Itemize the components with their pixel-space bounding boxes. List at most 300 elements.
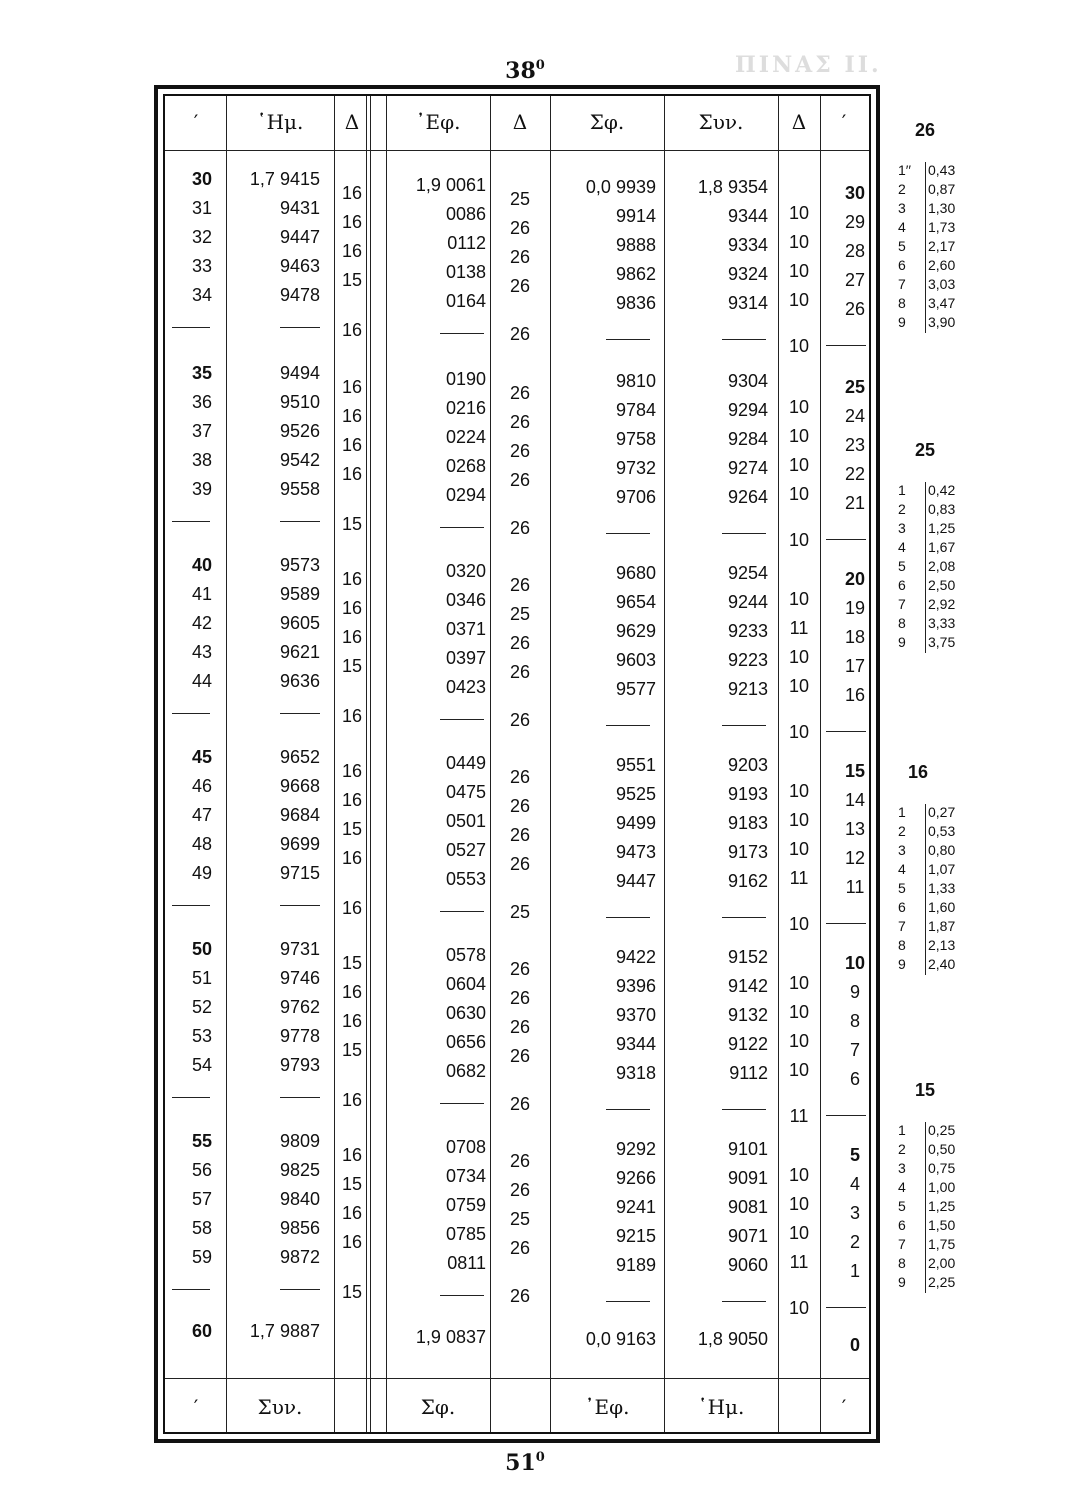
minute-label: 43 [191,642,212,662]
tan-difference-boundary: 26 [509,710,531,730]
minute-label: 30 [191,169,212,189]
sin-difference: 16 [341,1203,363,1223]
tan-value: 0656 [445,1032,486,1052]
tan-value: 1,9 0837 [415,1327,486,1347]
column-footer: ′ [841,1395,847,1419]
tan-value: 0734 [445,1166,486,1186]
tan-difference: 26 [509,796,531,816]
minute-label: 48 [191,834,212,854]
cot-value: 0,0 9939 [585,177,656,197]
cot-value: 9525 [615,784,656,804]
cos-difference: 10 [788,1223,810,1243]
proportional-digit: 3 [898,842,906,858]
tan-value: 0759 [445,1195,486,1215]
sin-value: 9668 [279,776,320,796]
reverse-minute-label: 11 [845,877,865,897]
proportional-table-rule [925,804,926,975]
minute-label: 59 [191,1247,212,1267]
tan-difference: 26 [509,441,531,461]
tan-value: 0423 [445,677,486,697]
sin-value: 9856 [279,1218,320,1238]
tan-difference-boundary: 26 [509,1094,531,1114]
proportional-value: 2,92 [928,596,956,612]
block-rule [606,339,650,340]
proportional-value: 0,87 [928,181,956,197]
tan-difference: 26 [509,959,531,979]
proportional-value: 0,25 [928,1122,956,1138]
sin-difference: 16 [341,183,363,203]
proportional-value: 1,30 [928,200,956,216]
minute-label: 57 [191,1189,212,1209]
cot-value: 9318 [615,1063,656,1083]
minute-label: 47 [191,805,212,825]
cos-difference: 10 [788,1002,810,1022]
reverse-minute-label: 9 [849,982,860,1002]
tan-difference: 26 [509,575,531,595]
tan-difference: 26 [509,218,531,238]
block-rule [722,725,766,726]
block-rule [280,713,320,714]
top-degree-value: 38 [505,58,536,84]
proportional-digit: 5 [898,1198,906,1214]
column-footer: Συν. [257,1395,303,1419]
tan-value: 0224 [445,427,486,447]
cot-value: 0,0 9163 [585,1329,656,1349]
cos-difference: 11 [789,1252,809,1272]
proportional-digit: 2 [898,501,906,517]
tan-difference: 26 [509,1046,531,1066]
tan-value: 0604 [445,974,486,994]
cot-value: 9706 [615,487,656,507]
block-rule [172,327,210,328]
proportional-value: 1,33 [928,880,956,896]
column-footer: Σφ. [420,1395,456,1419]
sin-difference: 16 [341,1145,363,1165]
tan-value: 0578 [445,945,486,965]
minute-label: 40 [191,555,212,575]
proportional-digit: 5 [898,238,906,254]
proportional-digit: 6 [898,577,906,593]
proportional-table-label: 15 [915,1080,936,1100]
cos-difference-boundary: 10 [788,1298,810,1318]
tan-value: 1,9 0061 [415,175,486,195]
proportional-table-rule [925,162,926,333]
reverse-minute-label: 5 [849,1145,860,1165]
block-rule [280,327,320,328]
tan-value: 0682 [445,1061,486,1081]
sin-value: 9558 [279,479,320,499]
column-header: ′ [193,110,199,134]
tan-value: 0346 [445,590,486,610]
column-header: Δ [512,110,528,134]
cos-difference: 10 [788,973,810,993]
block-rule [440,527,484,528]
block-rule [440,911,484,912]
tan-difference: 26 [509,276,531,296]
cos-value: 1,8 9050 [697,1329,768,1349]
proportional-value: 1,07 [928,861,956,877]
cot-value: 9551 [615,755,656,775]
sin-value: 9825 [279,1160,320,1180]
sin-difference: 15 [341,819,363,839]
block-rule [440,1295,484,1296]
cot-value: 9914 [615,206,656,226]
cos-value: 9344 [727,206,768,226]
cos-value: 9274 [727,458,768,478]
reverse-minute-label: 28 [844,241,866,261]
sin-difference: 16 [341,848,363,868]
minute-label: 53 [191,1026,212,1046]
cos-difference: 10 [788,647,810,667]
proportional-digit: 5 [898,880,906,896]
block-rule [440,1103,484,1104]
minute-label: 39 [191,479,212,499]
block-rule [440,333,484,334]
proportional-digit: 9 [898,634,906,650]
cos-difference: 10 [788,1194,810,1214]
cos-value: 9091 [727,1168,768,1188]
sin-value: 9793 [279,1055,320,1075]
block-rule [280,1289,320,1290]
proportional-value: 0,43 [928,162,956,178]
cos-value: 9203 [727,755,768,775]
tan-difference: 26 [509,825,531,845]
reverse-minute-label: 29 [844,212,866,232]
cos-difference: 10 [788,203,810,223]
sin-difference: 16 [341,1011,363,1031]
reverse-minute-label: 12 [844,848,866,868]
minute-label: 42 [191,613,212,633]
proportional-value: 1,25 [928,1198,956,1214]
reverse-minute-label: 15 [844,761,866,781]
block-rule [280,521,320,522]
proportional-value: 3,75 [928,634,956,650]
sin-value: 9746 [279,968,320,988]
cos-value: 9071 [727,1226,768,1246]
cot-value: 9732 [615,458,656,478]
tan-value: 0630 [445,1003,486,1023]
block-rule [722,1109,766,1110]
tan-difference-boundary: 26 [509,324,531,344]
reverse-minute-label: 24 [844,406,866,426]
cot-value: 9292 [615,1139,656,1159]
column-header: Δ [344,110,360,134]
sin-difference: 16 [341,598,363,618]
proportional-digit: 8 [898,937,906,953]
minute-label: 52 [191,997,212,1017]
minute-label: 37 [191,421,212,441]
tan-difference: 25 [509,1209,531,1229]
sin-value: 9715 [279,863,320,883]
cos-value: 9193 [727,784,768,804]
cos-difference: 10 [788,1165,810,1185]
proportional-value: 2,08 [928,558,956,574]
block-rule [606,917,650,918]
top-degree-title [470,58,580,84]
proportional-value: 0,80 [928,842,956,858]
proportional-digit: 2 [898,823,906,839]
reverse-minute-label: 8 [849,1011,860,1031]
proportional-digit: 3 [898,200,906,216]
cos-difference: 10 [788,1060,810,1080]
block-rule [722,917,766,918]
minute-label: 36 [191,392,212,412]
minute-label: 35 [191,363,212,383]
cot-value: 9629 [615,621,656,641]
sin-value: 9494 [279,363,320,383]
sin-value: 9542 [279,450,320,470]
proportional-value: 1,67 [928,539,956,555]
sin-value: 9636 [279,671,320,691]
cos-difference: 10 [788,676,810,696]
proportional-digit: 6 [898,1217,906,1233]
reverse-minute-label: 19 [844,598,866,618]
cot-value: 9654 [615,592,656,612]
sin-difference: 16 [341,627,363,647]
tan-value: 0397 [445,648,486,668]
reverse-minute-label: 13 [844,819,866,839]
proportional-value: 2,50 [928,577,956,593]
cos-value: 9060 [727,1255,768,1275]
tan-value: 0112 [447,233,486,253]
proportional-digit: 9 [898,314,906,330]
block-rule [606,1109,650,1110]
minute-label: 32 [191,227,212,247]
proportional-value: 3,33 [928,615,956,631]
cos-value: 9183 [727,813,768,833]
tan-value: 0371 [445,619,486,639]
minute-label: 50 [191,939,212,959]
tan-value: 0475 [445,782,486,802]
top-degree-mark: 0 [535,58,545,73]
sin-difference: 16 [341,790,363,810]
reverse-minute-label: 25 [844,377,866,397]
reverse-minute-label: 7 [849,1040,860,1060]
cos-value: 9324 [727,264,768,284]
sin-difference: 16 [341,212,363,232]
tan-difference: 26 [509,854,531,874]
proportional-digit: 1′′ [898,162,912,178]
sin-difference-boundary: 16 [341,1090,363,1110]
cos-value: 9213 [727,679,768,699]
reverse-minute-label: 0 [849,1335,860,1355]
proportional-digit: 8 [898,295,906,311]
reverse-minute-label: 2 [849,1232,860,1252]
cos-value: 9233 [727,621,768,641]
proportional-value: 2,40 [928,956,956,972]
block-rule [826,1307,866,1308]
sin-value: 9840 [279,1189,320,1209]
reverse-minute-label: 6 [849,1069,860,1089]
column-header: ᾿Εφ. [415,110,461,134]
tan-difference: 26 [509,412,531,432]
proportional-digit: 1 [898,482,906,498]
block-rule [606,1301,650,1302]
tan-difference: 25 [509,604,531,624]
block-rule [722,533,766,534]
proportional-digit: 7 [898,276,906,292]
proportional-value: 0,50 [928,1141,956,1157]
minute-label: 54 [191,1055,212,1075]
sin-difference: 16 [341,1232,363,1252]
sin-value: 9463 [279,256,320,276]
cos-difference-boundary: 10 [788,722,810,742]
tan-value: 0449 [445,753,486,773]
tan-value: 0501 [445,811,486,831]
block-rule [722,1301,766,1302]
cos-difference: 10 [788,397,810,417]
column-header: Δ [791,110,807,134]
footer-rule [165,1378,869,1379]
cot-value: 9680 [615,563,656,583]
cos-value: 9122 [727,1034,768,1054]
proportional-value: 1,25 [928,520,956,536]
sin-difference: 16 [341,241,363,261]
proportional-digit: 5 [898,558,906,574]
tan-value: 0811 [447,1253,486,1273]
cos-difference-boundary: 11 [789,1106,809,1126]
proportional-digit: 8 [898,615,906,631]
proportional-value: 2,17 [928,238,956,254]
cot-value: 9499 [615,813,656,833]
reverse-minute-label: 30 [844,183,866,203]
cos-value: 9334 [727,235,768,255]
cot-value: 9473 [615,842,656,862]
tan-difference: 26 [509,1151,531,1171]
proportional-value: 2,00 [928,1255,956,1271]
tan-difference: 26 [509,662,531,682]
minute-label: 41 [191,584,212,604]
block-rule [826,539,866,540]
minute-label: 45 [191,747,212,767]
sin-difference-boundary: 15 [341,514,363,534]
sin-difference: 16 [341,982,363,1002]
block-rule [606,725,650,726]
bottom-degree-title [470,1450,580,1476]
tan-value: 0138 [445,262,486,282]
tan-value: 0268 [445,456,486,476]
tan-value: 0785 [445,1224,486,1244]
sin-difference: 16 [341,435,363,455]
reverse-minute-label: 23 [844,435,866,455]
sin-difference: 16 [341,406,363,426]
tan-value: 0294 [445,485,486,505]
cos-difference: 10 [788,426,810,446]
proportional-value: 0,75 [928,1160,956,1176]
sin-value: 9478 [279,285,320,305]
cot-value: 9447 [615,871,656,891]
cot-value: 9862 [615,264,656,284]
cos-difference: 11 [789,618,809,638]
proportional-digit: 8 [898,1255,906,1271]
tan-difference-boundary: 25 [509,902,531,922]
proportional-value: 0,42 [928,482,956,498]
cos-value: 9304 [727,371,768,391]
cos-value: 1,8 9354 [697,177,768,197]
cos-value: 9081 [727,1197,768,1217]
block-rule [826,923,866,924]
minute-label: 56 [191,1160,212,1180]
reverse-minute-label: 27 [844,270,866,290]
cos-difference: 10 [788,1031,810,1051]
reverse-minute-label: 18 [844,627,866,647]
block-rule [440,719,484,720]
sin-difference: 15 [341,270,363,290]
minute-label: 33 [191,256,212,276]
proportional-value: 0,27 [928,804,956,820]
sin-value: 9447 [279,227,320,247]
proportional-value: 1,87 [928,918,956,934]
cos-value: 9101 [727,1139,768,1159]
column-footer: ′ [193,1395,199,1419]
proportional-digit: 9 [898,956,906,972]
cos-value: 9173 [727,842,768,862]
tan-value: 0086 [445,204,486,224]
cos-difference: 10 [788,589,810,609]
cos-value: 9142 [727,976,768,996]
block-rule [172,1097,210,1098]
proportional-digit: 7 [898,1236,906,1252]
proportional-value: 2,60 [928,257,956,273]
cos-value: 9162 [727,871,768,891]
cot-value: 9758 [615,429,656,449]
sin-difference-boundary: 16 [341,898,363,918]
column-rule [370,96,371,1432]
proportional-digit: 4 [898,1179,906,1195]
proportional-digit: 4 [898,861,906,877]
cot-value: 9836 [615,293,656,313]
sin-value: 1,7 9415 [249,169,320,189]
reverse-minute-label: 1 [849,1261,860,1281]
proportional-digit: 4 [898,539,906,555]
column-header: ῾Ημ. [256,110,304,134]
proportional-digit: 4 [898,219,906,235]
cot-value: 9810 [615,371,656,391]
proportional-value: 0,83 [928,501,956,517]
block-rule [172,1289,210,1290]
proportional-value: 2,13 [928,937,956,953]
minute-label: 34 [191,285,212,305]
reverse-minute-label: 26 [844,299,866,319]
proportional-value: 0,53 [928,823,956,839]
reverse-minute-label: 21 [844,493,866,513]
tan-difference: 26 [509,470,531,490]
cos-difference-boundary: 10 [788,914,810,934]
sin-value: 9431 [279,198,320,218]
tan-difference: 26 [509,1017,531,1037]
bottom-degree-value: 51 [505,1450,536,1476]
sin-difference: 15 [341,1040,363,1060]
cos-difference: 10 [788,232,810,252]
sin-value: 9684 [279,805,320,825]
sin-value: 9621 [279,642,320,662]
minute-label: 31 [191,198,212,218]
block-rule [172,905,210,906]
block-rule [172,521,210,522]
cos-difference: 10 [788,290,810,310]
minute-label: 38 [191,450,212,470]
sin-value: 9526 [279,421,320,441]
cot-value: 9266 [615,1168,656,1188]
block-rule [280,1097,320,1098]
proportional-digit: 6 [898,899,906,915]
block-rule [826,1115,866,1116]
column-footer: ῾Ημ. [697,1395,745,1419]
faded-page-header: ΠΙΝΑΣ ΙΙ. [735,52,882,78]
reverse-minute-label: 16 [844,685,866,705]
tan-difference: 26 [509,767,531,787]
proportional-value: 1,00 [928,1179,956,1195]
